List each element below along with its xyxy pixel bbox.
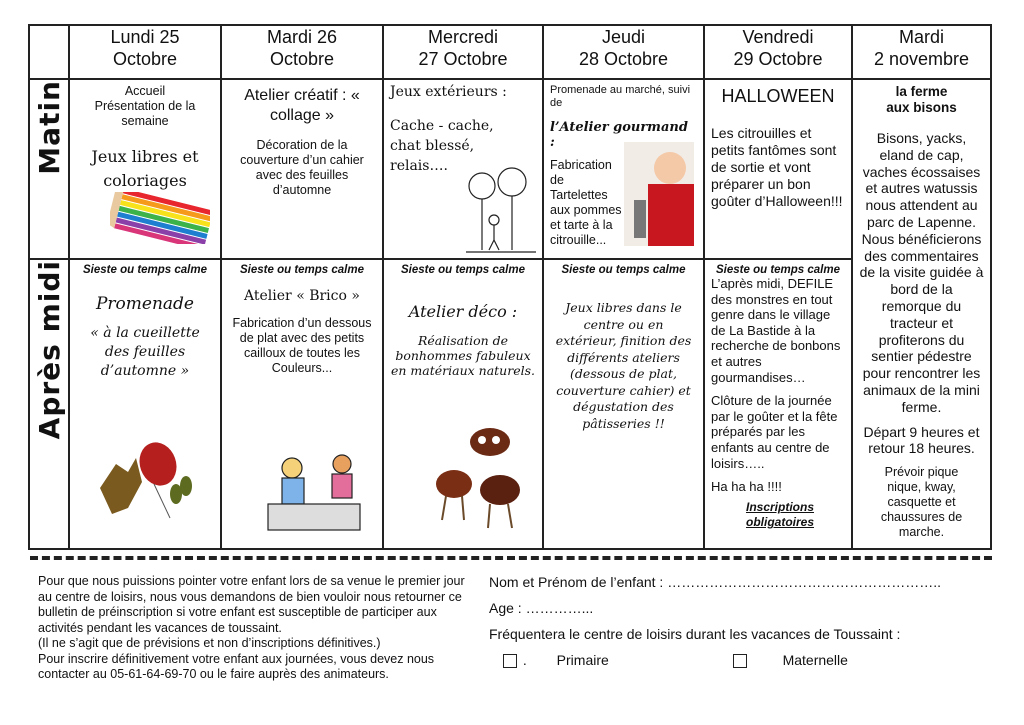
morning-wednesday: Jeux extérieurs : Cache - cache, chat blessé, relais…. xyxy=(383,79,543,259)
kids-crafting-drawing xyxy=(264,444,364,534)
day-header-tuesday-nov: Mardi 2 novembre xyxy=(852,25,991,79)
primaire-checkbox[interactable] xyxy=(503,654,517,668)
afternoon-friday: Sieste ou temps calme L’après midi, DEFILE des monstres en tout genre dans le village de La Bastide à la recherche de bonbons et autres gourmandises… Clôture de la journée par le goûter et la fête préparés par les enfants au centre de loisirs….. Ha ha ha !!!! Inscriptions obligatoires xyxy=(704,259,852,549)
cut-line xyxy=(30,556,992,560)
afternoon-monday: Sieste ou temps calme Promenade « à la cueillette des feuilles d’automne » xyxy=(69,259,221,549)
age-field[interactable]: Age : …………... xyxy=(489,600,594,616)
day-header-friday: Vendredi 29 Octobre xyxy=(704,25,852,79)
registration-form: Nom et Prénom de l’enfant : ………………………………………………….. Age : …………... Fréquentera le centre de loisirs durant les vacances de Toussaint : . Primaire Maternelle xyxy=(489,574,989,668)
afternoon-thursday: Sieste ou temps calme Jeux libres dans le centre ou en extérieur, finition des différents ateliers (dessous de plat, couverture cahier) et dégustation des pâtisseries !! xyxy=(543,259,704,549)
child-name-field[interactable]: Nom et Prénom de l’enfant : ………………………………………………….. xyxy=(489,574,941,590)
day-header-wednesday: Mercredi 27 Octobre xyxy=(383,25,543,79)
morning-monday: Accueil Présentation de la semaine Jeux libres et coloriages xyxy=(69,79,221,259)
day-header-monday: Lundi 25 Octobre xyxy=(69,25,221,79)
morning-tuesday: Atelier créatif : « collage » Décoration de la couverture d’un cahier avec des feuilles d’automne xyxy=(221,79,383,259)
attendance-question: Fréquentera le centre de loisirs durant les vacances de Toussaint : xyxy=(489,626,901,642)
row-label-morning: Matin xyxy=(29,79,69,259)
primaire-label: Primaire xyxy=(556,652,609,668)
special-outing-cell: la ferme aux bisons Bisons, yacks, eland de cap, vaches écossaises et autres watussis nous attendent au parc de Lapenne. Nous bénéficierons des commentaires de la visite guidée à bord de la remorque du tracteur et profiterons du sentier pédestre pour rencontrer les animaux de la mini ferme. Départ 9 heures et retour 18 heures. Prévoir pique nique, kway, casquette et chaussures de marche. xyxy=(852,79,991,549)
afternoon-wednesday: Sieste ou temps calme Atelier déco : Réalisation de bonhommes fabuleux en matériaux naturels. xyxy=(383,259,543,549)
day-header-thursday: Jeudi 28 Octobre xyxy=(543,25,704,79)
maternelle-label: Maternelle xyxy=(782,652,848,668)
activity-schedule-table xyxy=(28,24,992,550)
maternelle-checkbox[interactable] xyxy=(733,654,747,668)
morning-thursday: Promenade au marché, suivi de l’Atelier gourmand : Fabrication de Tartelettes aux pommes et tarte à la citrouille... xyxy=(543,79,704,259)
morning-friday: HALLOWEEN Les citrouilles et petits fantômes sont de sortie et vont préparer un bon goûter d’Halloween!!! xyxy=(704,79,852,259)
children-playing-drawing xyxy=(464,166,538,254)
day-header-tuesday: Mardi 26 Octobre xyxy=(221,25,383,79)
corner-cell xyxy=(29,25,69,79)
autumn-leaves-image xyxy=(88,438,200,522)
child-baking-photo xyxy=(624,142,694,246)
row-label-afternoon: Après midi xyxy=(29,259,69,549)
footer-instructions: Pour que nous puissions pointer votre enfant lors de sa venue le premier jour au centre de loisirs, nous vous demandons de bien vouloir nous retourner ce bulletin de préinscription si votre enfant est susceptible de participer aux activités pendant les vacances de toussaint. (Il ne s’agit que de prévisions et non d’inscriptions définitives.) Pour inscrire définitivement votre enfant aux journées, vous devez nous contacter au 05-61-64-69-70 ou le faire auprès des animateurs. xyxy=(38,574,465,681)
chestnut-figures-image xyxy=(432,420,522,532)
colored-pencils-image xyxy=(110,192,210,244)
afternoon-tuesday: Sieste ou temps calme Atelier « Brico » Fabrication d’un dessous de plat avec des petits cailloux de toutes les Couleurs... xyxy=(221,259,383,549)
